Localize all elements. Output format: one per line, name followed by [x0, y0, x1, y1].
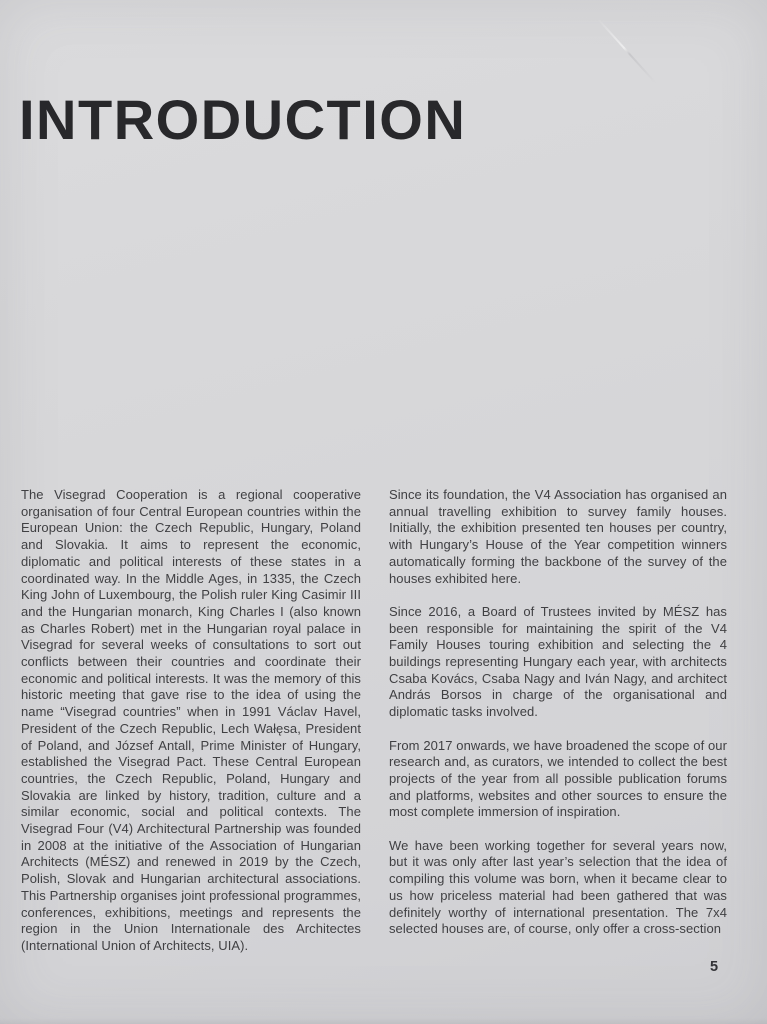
left-column [21, 487, 361, 955]
paper-crease-artifact [597, 18, 656, 83]
scan-edge-shadow [0, 1018, 767, 1024]
paragraph: From 2017 onwards, we have broadened the scope of our research and, as curators, we intended to collect the best projects of the year from all possible publication forums and platforms, websites and other sources to ensure the most complete immersion of inspiration. [389, 737, 727, 820]
paragraph: The Visegrad Cooperation is a regional cooperative organisation of four Central European countries within the European Union: the Czech Republic, Hungary, Poland and Slovakia. It aims to represent the economic, diplomatic and political interests of these states in a coordinated way. In the Middle Ages, in 1335, the Czech King John of Luxembourg, the Polish ruler King Casimir III and the Hungarian monarch, King Charles I (also known as Charles Robert) met in the Hungarian royal palace in Visegrad for several weeks of consultations to sort out conflicts between their countries and coordinate their economic and political interests. It was the memory of this historic meeting that gave rise to the idea of using the name “Visegrad countries” when in 1991 Václav Havel, President of the Czech Republic, Lech Wałęsa, President of Poland, and József Antall, Prime Minister of Hungary, established the Visegrad Pact. These Central European countries, the Czech Republic, Poland, Hungary and Slovakia are linked by history, tradition, culture and a similar economic, social and political contexts. The Visegrad Four (V4) Architectural Partnership was founded in 2008 at the initiative of the Association of Hungarian Architects (MÉSZ) and renewed in 2019 by the Czech, Polish, Slovak and Hungarian architectural associations. This Partnership organises joint professional programmes, conferences, exhibitions, meetings and represents the region in the Union Internationale des Architectes (International Union of Architects, UIA). [21, 487, 361, 953]
paragraph: Since 2016, a Board of Trustees invited by MÉSZ has been responsible for maintaining the spirit of the V4 Family Houses touring exhibition and selecting the 4 buildings representing Hungary each year, with architects Csaba Kovács, Csaba Nagy and Iván Nagy, and architect András Borsos in charge of the organisational and diplomatic tasks involved. [389, 603, 727, 720]
page-number: 5 [710, 959, 719, 975]
text-columns [21, 487, 727, 955]
page-title: INTRODUCTION [19, 87, 467, 151]
paragraph: Since its foundation, the V4 Association has organised an annual travelling exhibition to survey family houses. Initially, the exhibition presented ten houses per country, with Hungary’s House of the Year competition winners automatically forming the backbone of the survey of the houses exhibited here. [389, 487, 727, 586]
right-column [389, 487, 727, 955]
paragraph: We have been working together for several years now, but it was only after last year’s selection that the idea of compiling this volume was born, when it became clear to us how priceless material had been gathered that was definitely worthy of international presentation. The 7x4 selected houses are, of course, only offer a cross-section [389, 837, 727, 937]
